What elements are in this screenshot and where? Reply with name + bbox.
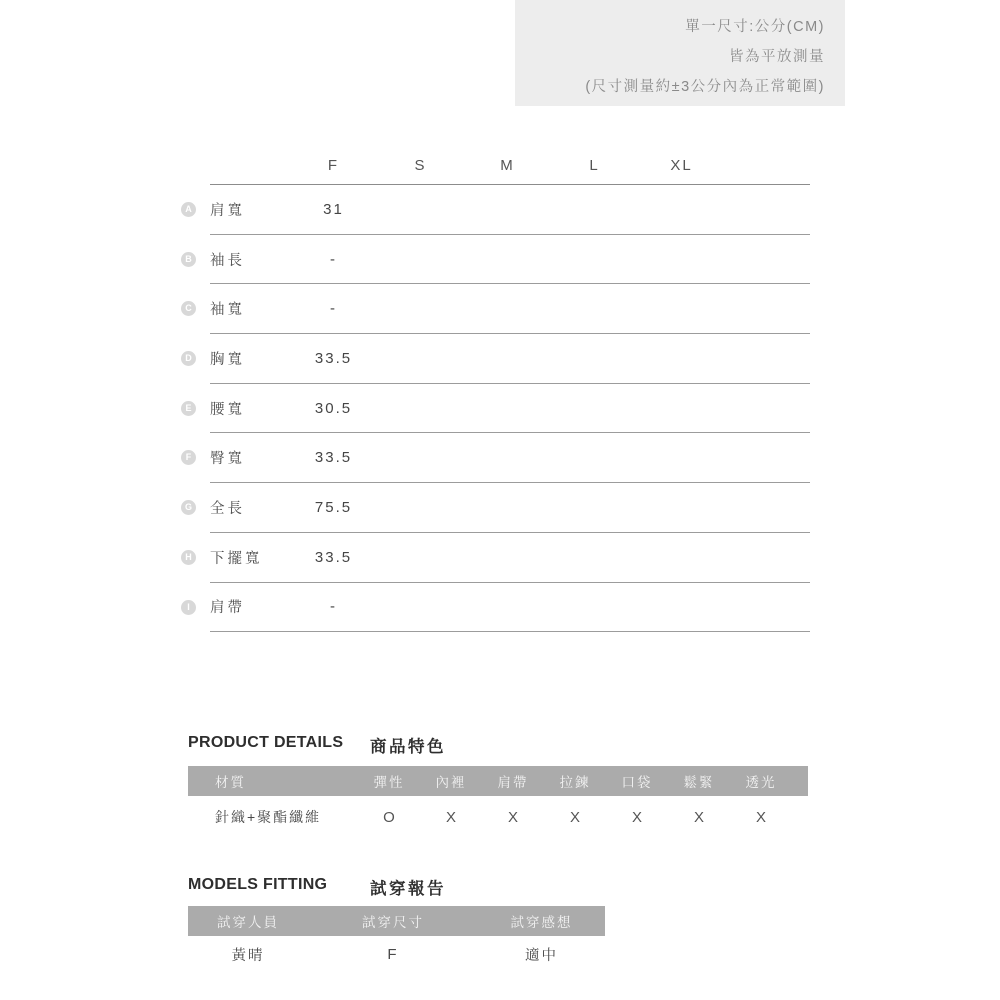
size-note (515, 0, 845, 106)
pd-header-material: 材質 (215, 775, 246, 790)
product-details-section (188, 734, 808, 838)
measure-label: 下擺寬 (210, 550, 263, 567)
models-fitting-title-en: MODELS FITTING (188, 876, 328, 893)
models-fitting-title (188, 876, 605, 897)
pd-strap-value: X (507, 808, 518, 826)
pd-header-translucent: 透光 (745, 775, 777, 790)
size-note-tolerance: (尺寸測量約±3公分內為正常範圍) (585, 79, 825, 95)
measure-value: - (330, 598, 337, 616)
size-col-s: S (414, 157, 427, 174)
product-details-header (188, 766, 808, 796)
measure-value: 33.5 (314, 449, 353, 467)
pd-material-value: 針織+聚酯纖維 (215, 809, 322, 825)
measure-label: 腰寬 (210, 401, 245, 418)
size-row-total-length (184, 483, 810, 533)
measure-value: - (330, 300, 337, 318)
row-badge-b: B (181, 252, 196, 267)
measure-value: - (330, 250, 337, 268)
product-details-title-en: PRODUCT DETAILS (188, 734, 344, 751)
measure-value: 33.5 (314, 548, 353, 566)
row-badge-f: F (181, 450, 196, 465)
models-fitting-title-zh: 試穿報告 (370, 880, 446, 898)
pd-elastic-band-value: X (693, 808, 704, 826)
size-col-m: M (500, 157, 515, 174)
size-col-l: L (589, 157, 600, 174)
size-row-shoulder-strap (187, 583, 810, 633)
product-details-title-zh: 商品特色 (370, 738, 446, 756)
mf-size-value: F (387, 945, 399, 963)
row-badge-a: A (181, 202, 196, 217)
size-col-f: F (327, 157, 340, 174)
row-badge-i: I (181, 600, 196, 615)
pd-header-strap: 肩帶 (497, 775, 529, 790)
pd-header-lining: 內裡 (435, 775, 467, 790)
pd-header-zipper: 拉鍊 (559, 775, 591, 790)
mf-header-feedback: 試穿感想 (510, 915, 573, 930)
pd-header-elasticity: 彈性 (373, 775, 405, 790)
size-table (184, 147, 810, 632)
pd-lining-value: X (445, 808, 456, 826)
measure-label: 臀寬 (210, 451, 245, 468)
size-row-sleeve-length (185, 235, 810, 285)
mf-feedback-value: 適中 (525, 947, 558, 964)
measure-value: 30.5 (314, 399, 353, 417)
pd-header-elastic-band: 鬆緊 (683, 775, 715, 790)
models-fitting-header (188, 906, 605, 936)
size-note-method: 皆為平放測量 (729, 49, 825, 65)
measure-label: 胸寬 (210, 351, 245, 368)
measure-label: 肩寬 (210, 202, 245, 219)
size-row-hem-width (185, 533, 810, 583)
measure-value: 31 (323, 200, 344, 218)
size-row-chest-width (185, 334, 810, 384)
models-fitting-row (188, 936, 605, 972)
row-badge-h: H (181, 550, 196, 565)
size-note-unit: 單一尺寸:公分(CM) (685, 19, 825, 35)
mf-model-name: 黃晴 (231, 947, 265, 964)
pd-header-pocket: 口袋 (621, 775, 653, 790)
pd-elasticity-value: O (383, 808, 395, 826)
mf-header-size: 試穿尺寸 (362, 915, 424, 930)
row-badge-c: C (181, 301, 196, 316)
measure-label: 全長 (210, 500, 245, 517)
size-table-header (210, 147, 810, 185)
measure-label: 肩帶 (210, 600, 245, 617)
mf-header-model: 試穿人員 (217, 915, 279, 930)
pd-translucent-value: X (755, 808, 766, 826)
measure-label: 袖寬 (210, 302, 245, 319)
product-details-row (188, 796, 808, 838)
row-badge-d: D (181, 351, 196, 366)
size-col-xl: XL (670, 157, 693, 174)
measure-value: 33.5 (314, 349, 353, 367)
models-fitting-section (188, 876, 605, 972)
measure-label: 袖長 (210, 252, 245, 269)
row-badge-g: G (181, 500, 196, 515)
size-row-hip-width (185, 433, 810, 483)
measure-value: 75.5 (314, 498, 353, 516)
pd-zipper-value: X (569, 808, 580, 826)
size-row-sleeve-width (185, 284, 810, 334)
size-row-shoulder-width (185, 185, 810, 235)
row-badge-e: E (181, 401, 196, 416)
size-row-waist-width (185, 384, 810, 434)
pd-pocket-value: X (631, 808, 642, 826)
product-details-title (188, 734, 808, 755)
